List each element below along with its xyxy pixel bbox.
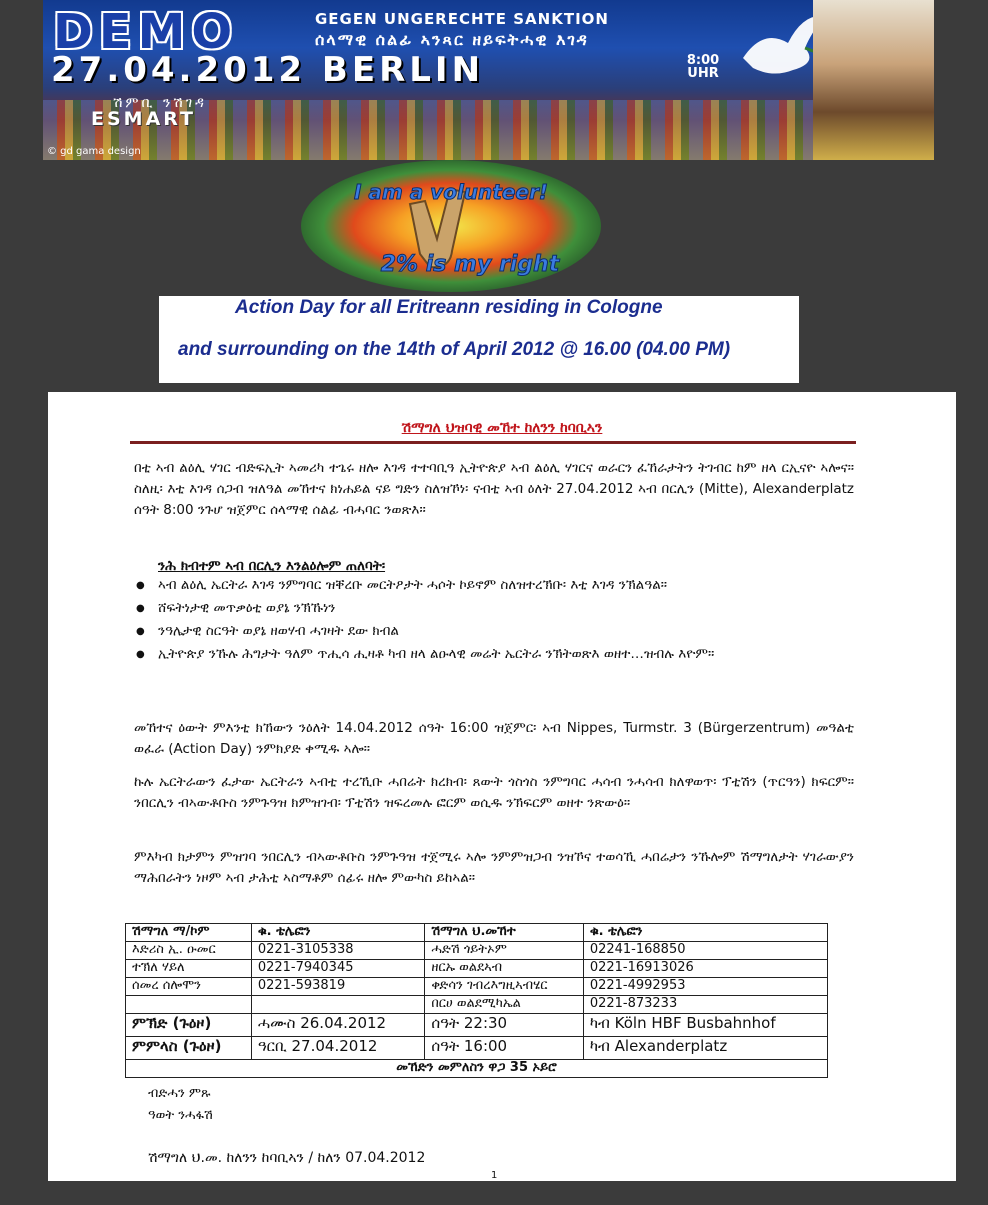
child-photo (813, 0, 934, 160)
action-line-1: Action Day for all Eritreann residing in Cologne (235, 297, 663, 318)
table-header-cell: ሽማግለ ማ/ኮም (126, 924, 252, 942)
list-item: ● ኣብ ልዕሊ ኤርትራ እገዳ ንምግባር ዝቐረቡ መርትዖታት ሓሶት ኮይኖም ስለዝተረኽቡ፡ እቲ እገዳ ንኽልዓል። (134, 574, 854, 597)
table-cell: ምምላስ (ጉዕዞ) (126, 1037, 252, 1060)
table-cell: በርሀ ወልደሚካኤል (425, 996, 584, 1014)
paragraph-call: ኩሉ ኤርትራውን ፈታው ኤርትራን ኣብቲ ተረኺቡ ሓበሬት ክረክብ፡ ጸውት ጎስጎስ ንምግባር ሓሳብ ንሓሳብ ክለዋወጥ፡ ፕቲሽን (ጥርዓን) ክፍርም። ንበርሊን ብኣውቶቡስ ንምጉዓዝ ክምዝገብ፡ ፕቲሽን ዝፍረመሉ ፎርም ወሲዱ ንኽፍርም ወዘተ ንጽውዕ። (134, 774, 854, 811)
list-item: ● ሸፍትነታዊ መጥቃዕቲ ወያኔ ንኽኹነን (134, 597, 854, 620)
table-row (126, 960, 828, 978)
table-cell: 0221-3105338 (251, 942, 425, 960)
banner-tigrinya-small: ሽምቢ ንሽገዳ (113, 95, 207, 111)
table-row (126, 942, 828, 960)
banner-date-location: 27.04.2012 BERLIN (51, 50, 485, 90)
title-rule (130, 441, 856, 444)
table-cell: ዓርቢ 27.04.2012 (251, 1037, 425, 1060)
fee-row (126, 1060, 828, 1078)
contacts-table (125, 923, 828, 1078)
table-cell: 0221-873233 (583, 996, 827, 1014)
signoff-line-1: ብድሓን ምጹ (148, 1086, 211, 1101)
table-row (126, 996, 828, 1014)
action-day-box (159, 296, 799, 383)
table-row (126, 978, 828, 996)
table-cell: 0221-7940345 (251, 960, 425, 978)
table-cell: ካብ Alexanderplatz (583, 1037, 827, 1060)
paragraph-registration: ምእካብ ክታምን ምዝገባ ንበርሊን ብኣውቶቡስ ንምጉዓዝ ተጀሚሩ ኣሎ ንምምዝጋብ ንዝኾና ተወሳኺ ሓበሬታን ንኹሎም ሽማግለታት ሃገራውያን ማሕበራትን ነዞም ኣብ ታሕቲ ኣስማቶም ሰፊሩ ዘሎ ምውካስ ይከኣል። (134, 849, 854, 886)
table-cell (251, 996, 425, 1014)
banner-headline-german: GEGEN UNGERECHTE SANKTION (315, 10, 609, 28)
table-cell: ሰዓት 22:30 (425, 1014, 584, 1037)
table-cell (126, 996, 252, 1014)
table-header-cell: ሽማግለ ህ.መኸተ (425, 924, 584, 942)
paragraph-action-day: መኸተና ዕውት ምእንቲ ክኸውን ንዕለት 14.04.2012 ሰዓት 16:00 ዝጀምር፡ ኣብ Nippes, Turmstr. 3 (Bürgerzentrum) መዓልቲ ወፈራ (Action Day) ንምክያድ ቀሚዱ ኣሎ። (134, 720, 854, 757)
banner-headline-tigrinya: ሰላማዊ ሰልፊ ኣንጻር ዘይፍትሓዊ እገዳ (315, 30, 589, 49)
table-cell: እድሪስ ኢ. ዑመር (126, 942, 252, 960)
logo-bottom-text: 2% is my right (380, 252, 560, 277)
table-cell: 02241-168850 (583, 942, 827, 960)
banner-esmart: ESMART (91, 108, 197, 130)
table-cell: ሓድሽ ጎይትኦም (425, 942, 584, 960)
table-header-cell: ቁ. ቴሌፎን (583, 924, 827, 942)
action-line-2: and surrounding on the 14th of April 2012 @ 16.00 (04.00 PM) (178, 339, 731, 360)
table-cell: ቀድሳን ገብረእግዚኣብሄር (425, 978, 584, 996)
departure-row (126, 1014, 828, 1037)
table-cell: ዘርኡ ወልደኣብ (425, 960, 584, 978)
table-cell: 0221-593819 (251, 978, 425, 996)
table-cell: ሰዓት 16:00 (425, 1037, 584, 1060)
table-cell: ተኽለ ሃይለ (126, 960, 252, 978)
logo-top-text: I am a volunteer! (354, 180, 548, 204)
document-footer: ሽማግለ ህ.መ. ከለንን ከባቢኣን / ከለን 07.04.2012 (148, 1150, 426, 1166)
volunteer-logo (300, 159, 602, 293)
table-cell: 0221-4992953 (583, 978, 827, 996)
table-cell: ምኽድ (ጉዕዞ) (126, 1014, 252, 1037)
page-number: 1 (491, 1170, 498, 1181)
table-header-cell: ቁ. ቴሌፎን (251, 924, 425, 942)
demands-subtitle: ንሕ ክብተም ኣብ በርሊን እንልዕሎም ጠለባት፡ (158, 558, 386, 574)
list-item: ● ንዓሌታዊ ስርዓት ወያኔ ዘወሃብ ሓገዛት ደው ክብል (134, 620, 854, 643)
table-cell: 0221-16913026 (583, 960, 827, 978)
paragraph-intro: በቲ ኣብ ልዕሊ ሃገር ብድፍኢት ኣመሪካ ተጌሩ ዘሎ እገዳ ተተባቢዓ ኢትዮጵያ ኣብ ልዕሊ ሃገርና ወራርን ፈኸራታትን ትገብር ከም ዘላ ርኢናዮ ኣሎና። ስለዚ፡ እቲ እገዳ ሰጋብ ዝለዓል መኸተና ክነሐይል ናይ ግድን ስለዝኾነ፡ ናብቲ ኣብ ዕለት 27.04.2012 ኣብ በርሊን (Mitte), Alexanderplatz ሰዓት 8:00 ንጉሆ ዝጀምር ሰላማዊ ሰልፊ ብሓባር ንወጽእ። (134, 460, 854, 518)
banner-demo-text: DEMO (53, 4, 239, 60)
table-cell: ካብ Köln HBF Busbahnhof (583, 1014, 827, 1037)
signoff-line-2: ዓወት ንሓፋሽ (148, 1108, 213, 1123)
table-cell: ሰመረ ሰሎሞን (126, 978, 252, 996)
fee-cell: መኸድን መምለስን ዋጋ 35 ኦይሮ (126, 1060, 828, 1078)
banner-credit: © gd gama design (47, 146, 141, 157)
list-item: ● ኢትዮጵያ ንኹሉ ሕግታት ዓለም ጥሒሳ ሒዛቶ ካብ ዘላ ልዑላዊ መሬት ኤርትራ ንኽትወጽእ ወዘተ…ዝብሉ እዮም። (134, 643, 854, 666)
demands-list (134, 574, 854, 666)
table-header-row (126, 924, 828, 942)
document-title: ሽማግለ ህዝባዊ መኸተ ከለንን ከባቢኣን (401, 420, 603, 436)
document-page (48, 392, 956, 1181)
table-cell: ሓሙስ 26.04.2012 (251, 1014, 425, 1037)
demo-banner (43, 0, 934, 160)
banner-time: 8:00 UHR (686, 53, 720, 81)
return-row (126, 1037, 828, 1060)
